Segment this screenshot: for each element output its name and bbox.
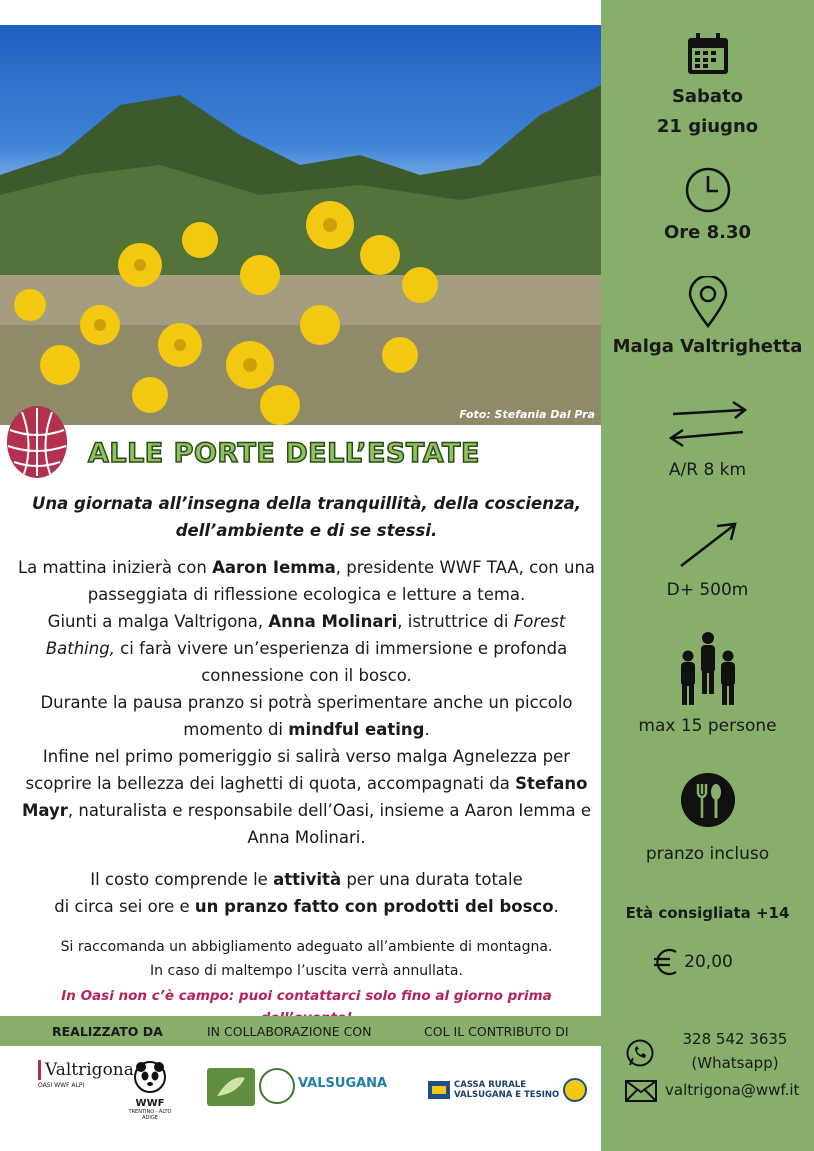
event-title: ALLE PORTE DELL’ESTATE [88,438,480,469]
event-time: Ore 8.30 [663,222,752,243]
age-recommendation: Età consigliata +14 [625,904,790,922]
distance-value: A/R 8 km [668,460,747,480]
lead-line-1: Una giornata all’insegna della tranquillità, della coscienza, [32,494,581,513]
ascent-arrow-icon [673,520,743,570]
whatsapp-icon [625,1038,655,1068]
time-block [601,166,814,248]
place-block [601,276,814,362]
hero-photo [0,25,601,425]
participants-value: max 15 persone [638,716,777,736]
phone-number[interactable]: 328 542 3635 [682,1030,788,1048]
lunch-block [601,772,814,864]
no-signal-warning: In Oasi non c’è campo: puoi contattarci solo fino al giorno prima [61,988,552,1004]
phone-note: (Whatsapp) [691,1054,779,1072]
contribution-label: COL IL CONTRIBUTO DI [424,1024,569,1039]
trentino-network-logo [259,1068,295,1104]
photo-credit: Foto: Stefania Dal Pra [459,408,595,421]
fork-spoon-icon [680,772,736,828]
price-value: 20,00 [684,952,733,972]
credito-cooperativo-icon [563,1078,587,1102]
valtrigona-logo: Valtrigona OASI WWF ALPI [38,1060,134,1089]
collaboration-label: IN COLLABORAZIONE CON [207,1024,372,1039]
location-pin-icon [688,276,728,328]
mountain-flower-image [0,25,601,425]
event-description [14,554,599,851]
bank-mark-icon [428,1081,450,1099]
elevation-value: D+ 500m [666,580,749,600]
event-place: Malga Valtrighetta [612,336,803,357]
leaf-icon [207,1068,255,1106]
paragraph-afternoon: Infine nel primo pomeriggio si salirà verso malga Agnelezza per scoprire la bellezza dei laghetti di quota, accompagnati da Stefano Mayr, naturalista e responsabile dell’Oasi, insieme a Aaron Iemma e Anna Molinari. [21,747,592,847]
participants-block [601,630,814,736]
valsugana-logo: VALSUGANA [298,1076,388,1091]
made-by-label: REALIZZATO DA [52,1024,163,1039]
paragraph-lunch: Durante la pausa pranzo si potrà sperimentare anche un piccolo momento di mindful eating. [40,693,573,739]
date-block [601,30,814,142]
pinecone-icon [4,400,70,480]
calendar-icon [684,30,732,78]
email-address[interactable]: valtrigona@wwf.it [665,1081,800,1099]
event-lead [14,490,599,544]
group-people-icon [676,630,740,708]
lunch-value: pranzo incluso [645,844,770,864]
event-date: 21 giugno [656,116,759,137]
lead-line-2: dell’ambiente e di se stessi. [175,521,438,540]
euro-icon [652,946,682,978]
clock-icon [684,166,732,214]
paragraph-forest-bathing: Giunti a malga Valtrigona, Anna Molinari, istruttrice di Forest Bathing, ci farà vivere un’esperienza di immersione e profonda connessione con il bosco. [45,612,568,685]
cost-info: Il costo comprende le attività per una durata totale di circa sei ore e un pranzo fatto con prodotti del bosco. [54,870,559,916]
cassa-rurale-logo: CASSA RURALE VALSUGANA E TESINO [428,1078,587,1102]
rete-riserve-logo [207,1068,255,1106]
wwf-logo: WWF TRENTINO · ALTO ADIGE [128,1060,172,1121]
distance-block [601,398,814,480]
round-trip-arrows-icon [663,398,753,450]
paragraph-morning: La mattina inizierà con Aaron Iemma, presidente WWF TAA, con una passeggiata di riflessione ecologica e letture a tema. [17,558,596,604]
recommendations: Si raccomanda un abbigliamento adeguato all’ambiente di montagna. In caso di maltempo l’uscita verrà annullata. [60,939,553,979]
event-day: Sabato [671,86,744,107]
credits-bar [0,1016,601,1046]
price-block [601,946,814,982]
sponsor-logos [0,1046,601,1151]
envelope-icon [625,1080,657,1102]
panda-icon [133,1060,167,1094]
elevation-block [601,520,814,600]
